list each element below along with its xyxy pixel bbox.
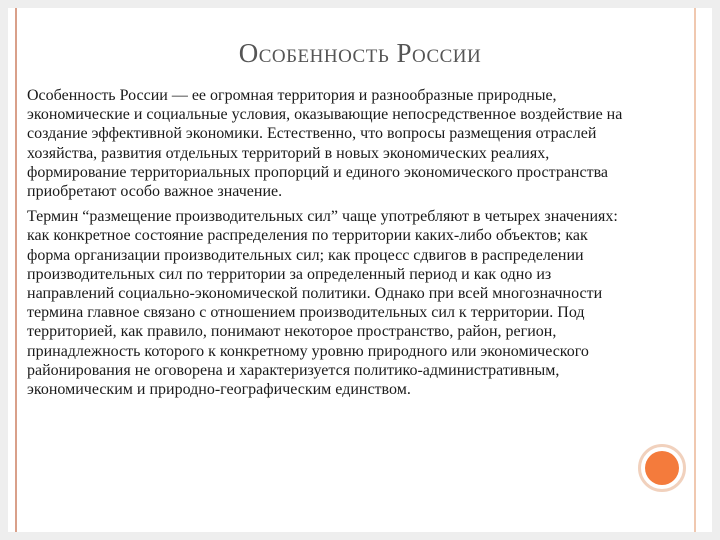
paragraph-2: Термин “размещение производительных сил” чаще употребляют в четырех значениях: как конкретное состояние распределения по территории каких-либо объектов; как форма организации производительных сил; как процесс сдвигов в распределении производительных сил по территории за определенный период и как одно из направлений социально-экономической политики. Однако при всей многозначности термина главное связано с отношением производительных сил к территории. Под территорией, как правило, понимают некоторое пространство, район, регион, принадлежность которого к конкретному уровню природного или экономического районирования не оговорена и характеризуется политико-административным, экономическим и природно-географическим единством.	[27, 208, 618, 399]
slide-title: Особенность России	[238, 38, 482, 68]
paragraph-1: Особенность России — ее огромная территория и разнообразные природные, экономические и социальные условия, оказывающие непосредственное воздействие на создание эффективной экономики. Естественно, что вопросы размещения отраслей хозяйства, развития отдельных территорий в новых экономических реалиях, формирование территориальных пропорций и единого экономического пространства приобретают особо важное значение.	[27, 87, 623, 201]
slide-body	[27, 86, 627, 399]
right-decorative-line	[694, 8, 696, 532]
decorative-circle	[645, 451, 679, 485]
left-decorative-line	[15, 8, 17, 532]
